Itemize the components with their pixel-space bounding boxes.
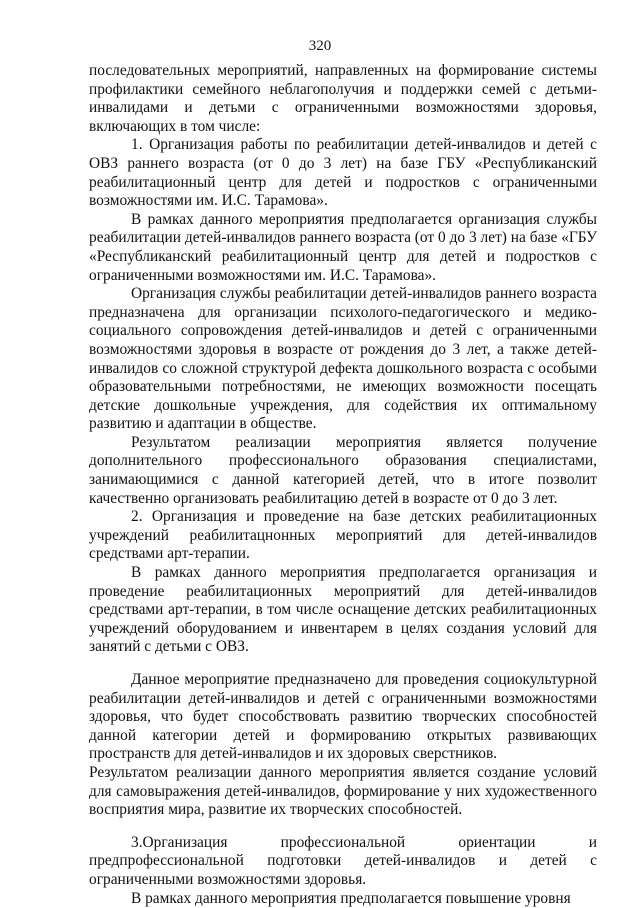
paragraph-item-1: 1. Организация работы по реабилитации детей-инвалидов и детей с ОВЗ раннего возраста (от 0 до 3 лет) на базе ГБУ «Республиканский реабилитационный центр для детей и подростков с ограниченными возможностями им. И.С. Тарамова». [89,136,597,210]
paragraph-item-1-purpose: Организация службы реабилитации детей-инвалидов раннего возраста предназначена для организации психолого-педагогического и медико-социального сопровождения детей-инвалидов и детей с ограниченными возможностями здоровья в возрасте от рождения до 3 лет, а также детей-инвалидов со сложной структурой дефекта дошкольного возраста с особыми образовательными потребностями, не имеющих возможности посещать детские дошкольные учреждения, для содействия их оптимальному развитию и адаптации в обществе. [89,285,597,433]
paragraph-item-2-scope: В рамках данного мероприятия предполагается организация и проведение реабилитационных мероприятий для детей-инвалидов средствами арт-терапии, в том числе оснащение детских реабилитационных учреждений оборудованием и инвентарем в целях создания условий для занятий с детьми с ОВЗ. [89,564,597,656]
page-number: 320 [308,38,332,54]
paragraph-item-3: 3.Организация профессиональной ориентации и предпрофессиональной подготовки детей-инвалидов и детей с ограниченными возможностями здоровья. [89,833,597,888]
paragraph-item-2-result: Результатом реализации данного мероприятия является создание условий для самовыражения детей-инвалидов, формирование у них художественного восприятия мира, развитие их творческих способностей. [89,763,597,819]
document-body [89,62,597,908]
paragraph-item-1-scope: В рамках данного мероприятия предполагается организация службы реабилитации детей-инвалидов раннего возраста (от 0 до 3 лет) на базе «ГБУ «Республиканский реабилитационный центр для детей и подростков с ограниченными возможностями им. И.С. Тарамова». [89,210,597,284]
paragraph-intro: последовательных мероприятий, направленных на формирование системы профилактики семейного неблагополучия и поддержки семей с детьми-инвалидами и детьми с ограниченными возможностями здоровья, включающих в том числе: [89,62,597,135]
paragraph-item-3-scope: В рамках данного мероприятия предполагается повышение уровня [131,889,571,907]
paragraph-item-2-purpose: Данное мероприятие предназначено для проведения социокультурной реабилитации детей-инвалидов и детей с ограниченными возможностями здоровья, что будет способствовать развитию творческих способностей данной категории детей и формированию открытых развивающих пространств для детей-инвалидов и их здоровых сверстников. [89,671,597,763]
paragraph-item-1-result: Результатом реализации мероприятия является получение дополнительного профессионального образования специалистами, занимающимися с данной категорией детей, что в итоге позволит качественно организовать реабилитацию детей в возрасте от 0 до 3 лет. [89,433,597,507]
paragraph-item-2: 2. Организация и проведение на базе детских реабилитационных учреждений реабилитацнонных мероприятий для детей-инвалидов средствами арт-терапии. [89,508,597,563]
